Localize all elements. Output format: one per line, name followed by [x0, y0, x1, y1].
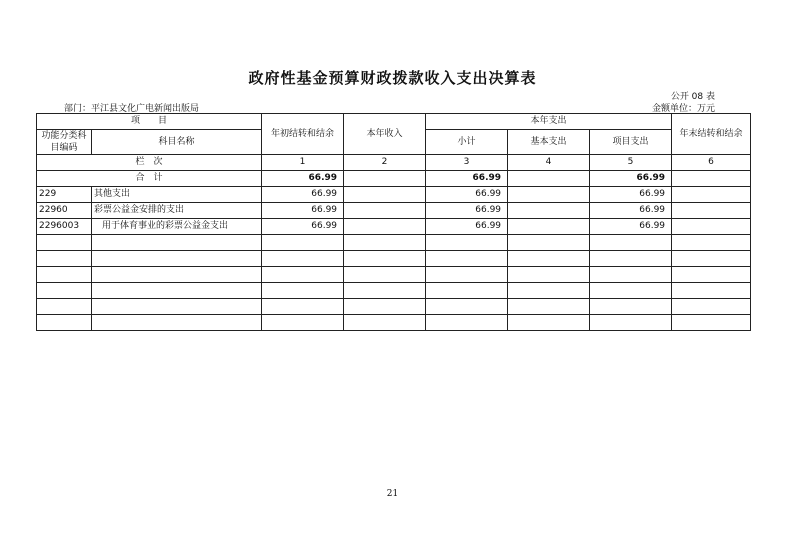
- cell-project: [590, 283, 672, 299]
- total-label: 合 计: [37, 171, 262, 187]
- col-num: 6: [672, 155, 751, 171]
- total-project: 66.99: [590, 171, 672, 187]
- cell-subtotal: [426, 283, 508, 299]
- total-basic: [508, 171, 590, 187]
- cell-closing-balance: [672, 219, 751, 235]
- cell-opening-balance: [262, 267, 344, 283]
- cell-code: [37, 283, 92, 299]
- cell-basic: [508, 283, 590, 299]
- report-title: 政府性基金预算财政拨款收入支出决算表: [248, 69, 537, 87]
- cell-code: [37, 299, 92, 315]
- cell-project: 66.99: [590, 203, 672, 219]
- cell-closing-balance: [672, 235, 751, 251]
- total-income: [344, 171, 426, 187]
- col-num: 3: [426, 155, 508, 171]
- column-label: 栏 次: [37, 155, 262, 171]
- header-row-1: [37, 114, 751, 130]
- cell-basic: [508, 203, 590, 219]
- cell-opening-balance: 66.99: [262, 219, 344, 235]
- col-num: 2: [344, 155, 426, 171]
- cell-opening-balance: 66.99: [262, 187, 344, 203]
- cell-project: [590, 235, 672, 251]
- cell-subtotal: 66.99: [426, 203, 508, 219]
- cell-code: [37, 251, 92, 267]
- total-opening-balance: 66.99: [262, 171, 344, 187]
- cell-project: [590, 299, 672, 315]
- table-row: [37, 187, 751, 203]
- cell-closing-balance: [672, 251, 751, 267]
- column-number-row: [37, 155, 751, 171]
- col-num: 1: [262, 155, 344, 171]
- cell-income: [344, 267, 426, 283]
- cell-subtotal: [426, 267, 508, 283]
- cell-opening-balance: [262, 283, 344, 299]
- amount-unit-label: 金额单位：万元: [651, 104, 715, 114]
- cell-basic: [508, 219, 590, 235]
- table-row: [37, 267, 751, 283]
- cell-income: [344, 299, 426, 315]
- cell-subtotal: [426, 315, 508, 331]
- header-func-code: 功能分类科目编码: [37, 130, 92, 155]
- cell-name: 彩票公益金安排的支出: [92, 203, 262, 219]
- table-row: [37, 299, 751, 315]
- header-item: 项 目: [37, 114, 262, 130]
- cell-basic: [508, 187, 590, 203]
- cell-project: 66.99: [590, 187, 672, 203]
- department-label: 部门：平江县文化广电新闻出版局: [64, 104, 200, 114]
- cell-basic: [508, 235, 590, 251]
- cell-project: [590, 267, 672, 283]
- cell-name: [92, 235, 262, 251]
- cell-subtotal: 66.99: [426, 219, 508, 235]
- cell-opening-balance: [262, 299, 344, 315]
- cell-opening-balance: 66.99: [262, 203, 344, 219]
- cell-opening-balance: [262, 235, 344, 251]
- header-project: 项目支出: [590, 130, 672, 155]
- cell-code: [37, 235, 92, 251]
- cell-subtotal: [426, 235, 508, 251]
- cell-name: [92, 251, 262, 267]
- cell-code: 2296003: [37, 219, 92, 235]
- cell-name: [92, 299, 262, 315]
- page-number: 21: [386, 489, 399, 499]
- cell-closing-balance: [672, 315, 751, 331]
- cell-basic: [508, 299, 590, 315]
- cell-subtotal: [426, 299, 508, 315]
- cell-basic: [508, 251, 590, 267]
- header-subject-name: 科目名称: [92, 130, 262, 155]
- cell-project: [590, 251, 672, 267]
- header-basic: 基本支出: [508, 130, 590, 155]
- cell-name: 用于体育事业的彩票公益金支出: [92, 219, 262, 235]
- cell-name: [92, 267, 262, 283]
- table-row: [37, 203, 751, 219]
- cell-basic: [508, 315, 590, 331]
- header-closing-balance: 年末结转和结余: [672, 114, 751, 155]
- table-row: [37, 251, 751, 267]
- cell-income: [344, 203, 426, 219]
- form-number: 公开 08 表: [670, 92, 715, 102]
- cell-closing-balance: [672, 267, 751, 283]
- cell-income: [344, 315, 426, 331]
- total-row: [37, 171, 751, 187]
- header-income: 本年收入: [344, 114, 426, 155]
- cell-name: 其他支出: [92, 187, 262, 203]
- total-closing-balance: [672, 171, 751, 187]
- cell-code: 229: [37, 187, 92, 203]
- table-row: [37, 235, 751, 251]
- table-row: [37, 219, 751, 235]
- header-expense-group: 本年支出: [426, 114, 672, 130]
- cell-income: [344, 283, 426, 299]
- table-row: [37, 283, 751, 299]
- cell-subtotal: 66.99: [426, 187, 508, 203]
- cell-closing-balance: [672, 203, 751, 219]
- cell-code: [37, 267, 92, 283]
- cell-opening-balance: [262, 251, 344, 267]
- cell-basic: [508, 267, 590, 283]
- cell-income: [344, 251, 426, 267]
- cell-income: [344, 235, 426, 251]
- cell-closing-balance: [672, 283, 751, 299]
- col-num: 4: [508, 155, 590, 171]
- total-subtotal: 66.99: [426, 171, 508, 187]
- cell-opening-balance: [262, 315, 344, 331]
- table-row: [37, 315, 751, 331]
- cell-project: 66.99: [590, 219, 672, 235]
- report-table: [36, 113, 751, 331]
- cell-income: [344, 187, 426, 203]
- cell-closing-balance: [672, 187, 751, 203]
- cell-name: [92, 315, 262, 331]
- col-num: 5: [590, 155, 672, 171]
- cell-project: [590, 315, 672, 331]
- cell-income: [344, 219, 426, 235]
- header-subtotal: 小计: [426, 130, 508, 155]
- cell-closing-balance: [672, 299, 751, 315]
- cell-code: [37, 315, 92, 331]
- cell-code: 22960: [37, 203, 92, 219]
- cell-name: [92, 283, 262, 299]
- header-opening-balance: 年初结转和结余: [262, 114, 344, 155]
- cell-subtotal: [426, 251, 508, 267]
